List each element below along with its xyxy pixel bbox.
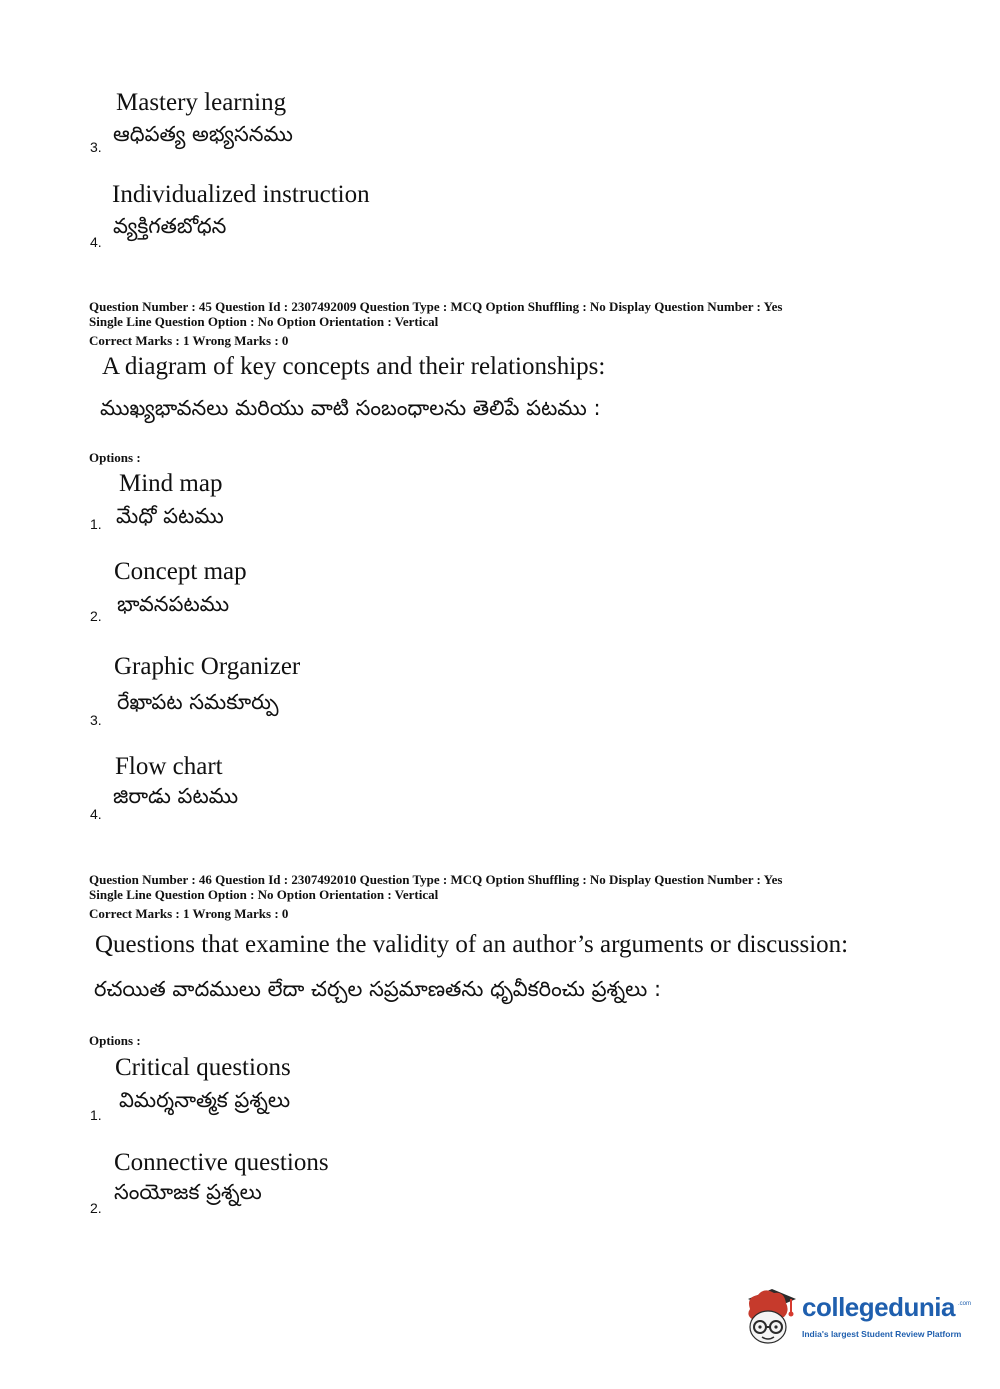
option-4-english: Individualized instruction [112, 181, 370, 208]
option-2-telugu: సంయోజక ప్రశ్నలు [114, 1180, 262, 1204]
option-3-number: 3. [90, 139, 102, 155]
option-3-number: 3. [90, 712, 102, 728]
question-marks: Correct Marks : 1 Wrong Marks : 0 [89, 906, 289, 921]
option-3-telugu: రేఖాపట సమకూర్పు [117, 690, 279, 714]
option-4-telugu: వ్యక్తిగతబోధన [113, 214, 227, 238]
option-4-number: 4. [90, 234, 102, 250]
option-2-telugu: భావనపటము [117, 592, 230, 616]
logo-domain-suffix: .com [958, 1301, 972, 1307]
question-meta-line1: Question Number : 45 Question Id : 2307492009 Question Type : MCQ Option Shuffling : No Display Question Number : Yes [89, 299, 783, 314]
logo-wordmark: collegedunia [802, 1292, 955, 1322]
options-label: Options : [89, 450, 141, 465]
question-meta-line1: Question Number : 46 Question Id : 2307492010 Question Type : MCQ Option Shuffling : No Display Question Number : Yes [89, 872, 783, 887]
option-2-number: 2. [90, 1200, 102, 1216]
logo-tagline: India's largest Student Review Platform [802, 1329, 962, 1339]
collegedunia-logo [742, 1283, 972, 1349]
option-4-number: 4. [90, 806, 102, 822]
question-text-english: Questions that examine the validity of an author’s arguments or discussion: [95, 931, 849, 958]
option-1-number: 1. [90, 1107, 102, 1123]
question-text-english: A diagram of key concepts and their relationships: [102, 353, 606, 380]
question-meta-line2: Single Line Question Option : No Option Orientation : Vertical [89, 887, 439, 902]
mascot-icon [742, 1283, 800, 1349]
option-1-number: 1. [90, 516, 102, 532]
option-2-english: Concept map [114, 558, 247, 585]
option-2-english: Connective questions [114, 1149, 329, 1176]
option-4-english: Flow chart [115, 753, 223, 780]
question-text-telugu: ముఖ్యభావనలు మరియు వాటి సంబంధాలను తెలిపే పటము : [100, 396, 601, 420]
option-3-english: Graphic Organizer [114, 653, 301, 680]
option-2-number: 2. [90, 608, 102, 624]
option-1-english: Mind map [119, 470, 223, 497]
option-1-english: Critical questions [115, 1054, 291, 1081]
options-label: Options : [89, 1033, 141, 1048]
option-4-telugu: జిరాడు పటము [113, 784, 239, 808]
option-1-telugu: మేధో పటము [116, 504, 224, 528]
option-3-english: Mastery learning [116, 89, 287, 116]
question-meta-line2: Single Line Question Option : No Option Orientation : Vertical [89, 314, 439, 329]
option-1-telugu: విమర్శనాత్మక ప్రశ్నలు [119, 1088, 291, 1112]
question-text-telugu: రచయిత వాదములు లేదా చర్చల సప్రమాణతను ధృవీకరించు ప్రశ్నలు : [94, 977, 662, 1001]
question-marks: Correct Marks : 1 Wrong Marks : 0 [89, 333, 289, 348]
option-3-telugu: ఆధిపత్య అభ్యసనము [113, 122, 293, 146]
